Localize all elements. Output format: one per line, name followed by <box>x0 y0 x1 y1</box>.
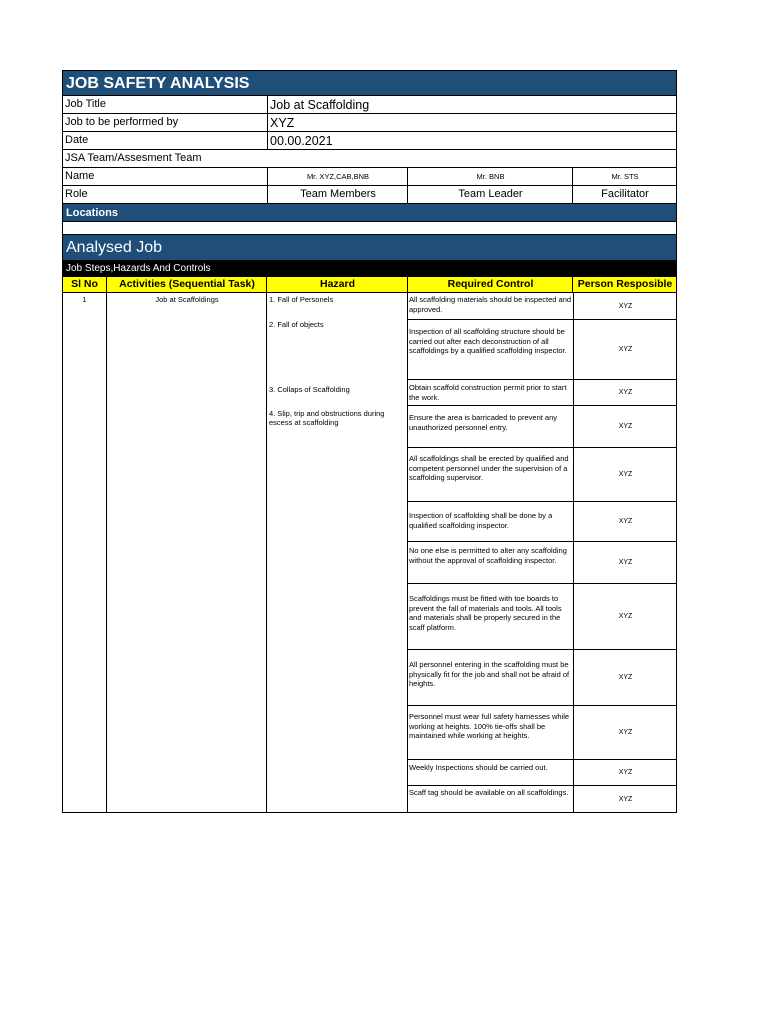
role-label: Role <box>65 188 88 200</box>
name-members: Mr. XYZ,CAB,BNB <box>267 168 408 185</box>
job-title-value: Job at Scaffolding <box>267 96 676 113</box>
person-responsible: XYZ <box>573 706 677 759</box>
sl-no-cell: 1 <box>82 295 87 304</box>
role-members: Team Members <box>267 186 408 203</box>
control-row <box>408 405 677 447</box>
header-sl-no: Sl No <box>71 278 98 290</box>
hazard-item: 1. Fall of Personels <box>269 295 334 304</box>
control-text: Inspection of scaffolding shall be done by a qualified scaffolding inspector. <box>409 511 553 530</box>
control-text: All personnel entering in the scaffolding must be physically fit for the job and shall not be afraid of heights. <box>409 660 570 689</box>
performed-by-row <box>62 114 677 132</box>
control-text: No one else is permitted to alter any scaffolding without the approval of scaffolding inspector. <box>409 546 567 565</box>
control-row <box>408 785 677 813</box>
role-leader: Team Leader <box>407 186 573 203</box>
control-text: All scaffoldings shall be erected by qualified and competent personnel under the supervision of a scaffolding supervisor. <box>409 454 569 483</box>
name-leader: Mr. BNB <box>407 168 573 185</box>
steps-bar: Job Steps,Hazards And Controls <box>62 261 677 277</box>
performed-by-value: XYZ <box>267 114 676 131</box>
person-responsible: XYZ <box>573 650 677 705</box>
jsa-sheet <box>62 70 677 813</box>
control-text: Weekly Inspections should be carried out. <box>409 763 548 772</box>
hazard-item: 4. Slip, trip and obstructions during escess at scaffolding <box>269 409 385 427</box>
control-text: Scaff tag should be available on all scaffoldings. <box>409 788 569 797</box>
control-row <box>408 293 677 319</box>
control-text: Inspection of all scaffolding structure should be carried out after each deconstruction of all scaffoldings by a qualified scaffolding inspector. <box>409 327 567 356</box>
role-row <box>62 186 677 204</box>
activity-cell: Job at Scaffoldings <box>106 293 267 812</box>
header-activities: Activities (Sequential Task) <box>106 277 267 292</box>
control-text: Obtain scaffold construction permit prior to start the work. <box>409 383 567 402</box>
job-title-row <box>62 96 677 114</box>
document-title: JOB SAFETY ANALYSIS <box>62 70 677 96</box>
person-responsible: XYZ <box>573 584 677 649</box>
person-responsible: XYZ <box>573 502 677 541</box>
control-row <box>408 759 677 785</box>
hazard-item: 2. Fall of objects <box>269 320 324 329</box>
control-text: Scaffoldings must be fitted with toe boards to prevent the fall of materials and tools. All tools and materials shall be properly secured in the scaff platform. <box>409 594 562 632</box>
person-responsible: XYZ <box>573 448 677 501</box>
person-responsible: XYZ <box>573 380 677 405</box>
person-responsible: XYZ <box>573 406 677 447</box>
date-value: 00.00.2021 <box>267 132 676 149</box>
person-responsible: XYZ <box>573 760 677 785</box>
name-facilitator: Mr. STS <box>572 168 677 185</box>
controls-cell <box>407 293 677 812</box>
control-row <box>408 319 677 379</box>
person-responsible: XYZ <box>573 786 677 813</box>
locations-bar: Locations <box>62 204 677 222</box>
control-row <box>408 379 677 405</box>
table-header <box>62 277 677 293</box>
control-text: Personnel must wear full safety harnesses while working at heights. 100% tie-offs shall be maintained while working at heights. <box>409 712 570 741</box>
team-label: JSA Team/Assesment Team <box>65 152 202 164</box>
hazard-item: 3. Collaps of Scaffolding <box>269 385 350 394</box>
date-row <box>62 132 677 150</box>
control-row <box>408 501 677 541</box>
control-row <box>408 705 677 759</box>
date-label: Date <box>65 134 89 146</box>
header-hazard: Hazard <box>266 277 408 292</box>
control-row <box>408 541 677 583</box>
performed-by-label: Job to be performed by <box>65 116 179 128</box>
team-row <box>62 150 677 168</box>
person-responsible: XYZ <box>573 293 677 319</box>
control-text: Ensure the area is barricaded to prevent any unauthorized personnel entry. <box>409 413 558 432</box>
control-text: All scaffolding materials should be inspected and approved. <box>409 295 572 314</box>
locations-blank-row <box>62 222 677 235</box>
person-responsible: XYZ <box>573 542 677 583</box>
header-person: Person Resposible <box>572 277 677 292</box>
job-title-label: Job Title <box>65 98 106 110</box>
hazard-cell <box>266 293 408 812</box>
role-facilitator: Facilitator <box>572 186 677 203</box>
analysed-job-bar: Analysed Job <box>62 235 677 261</box>
control-row <box>408 447 677 501</box>
control-row <box>408 649 677 705</box>
name-row <box>62 168 677 186</box>
name-label: Name <box>65 170 95 182</box>
control-row <box>408 583 677 649</box>
table-body <box>62 293 677 813</box>
person-responsible: XYZ <box>573 320 677 379</box>
header-required-control: Required Control <box>407 277 573 292</box>
